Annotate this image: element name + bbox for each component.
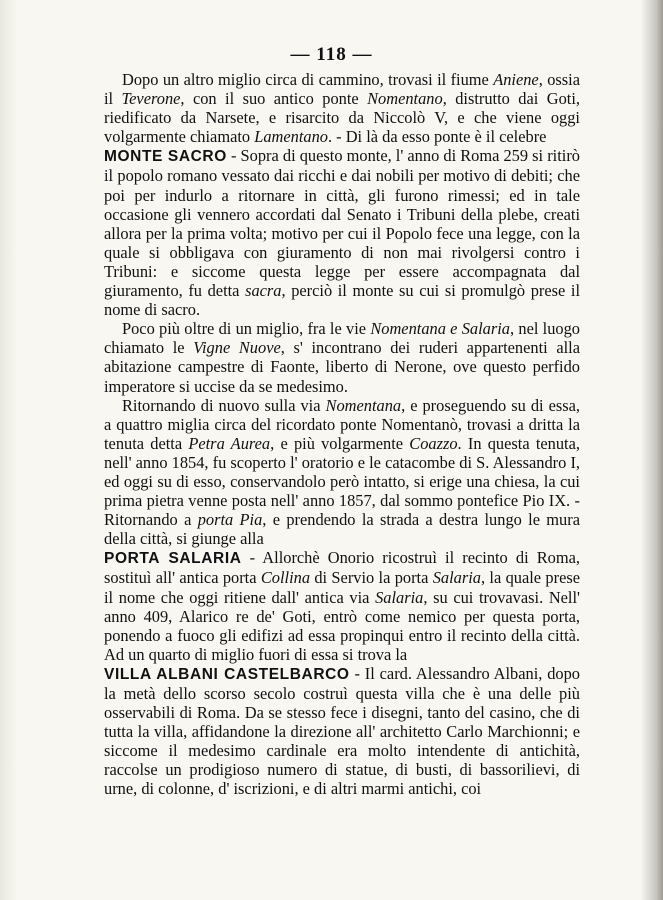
italic-term: Nomentana xyxy=(325,395,402,415)
text-run: Ritornando di nuovo sulla via xyxy=(122,395,326,415)
text-run: . - Di là da esso ponte è il celebre xyxy=(327,127,547,147)
text-run: , distrutto dai Goti, riedificato da Narsete, e risarcito da Niccolò V, e che viene oggi volgarmente chiamato xyxy=(104,89,580,147)
italic-term: porta Pia xyxy=(197,510,263,530)
italic-term: Vigne Nuove xyxy=(193,338,281,358)
italic-term: Collina xyxy=(260,568,311,588)
italic-term: Nomentano xyxy=(367,89,443,109)
section-heading: VILLA ALBANI CASTELBARCO xyxy=(104,665,350,683)
page-number: — 118 — xyxy=(290,44,373,65)
text-run: , e prendendo la strada a destra lungo le mura della città, si giunge alla xyxy=(104,510,580,549)
text-run: - Sopra di questo monte, l' anno di Roma 259 si ritirò il popolo romano vessato dai ricchi e dai nobili per motivo di debiti; che poi per indurlo a ritornare in città, gli furono rimessi; ed in tale occasione gli vennero accordati dal Senato i Tribuni della plebe, creati allora per la prima volta; motivo per cui il Popolo fece una legge, con la quale si obbligava con giuramento di non mai rivolgersi contro i Tribuni: e siccome questa legge per essere accompagnata dal giuramento, fu detta xyxy=(104,146,580,301)
text-run: , s' incontrano dei ruderi appartenenti alla abitazione campestre di Faonte, liberto di Nerone, ove questo perfido imperatore si uccise da se medesimo. xyxy=(104,338,580,396)
page-binding-shadow xyxy=(641,0,663,900)
text-run: - Il card. Alessandro Albani, dopo la metà dello scorso secolo costruì questa villa che è una delle più osservabili di Roma. Da se stesso fece i disegni, tanto del casino, che di tutta la villa, affidandone la direzione all' architetto Carlo Marchionni; e siccome il medesimo cardinale era molto intendente di antichità, raccolse un prodigioso numero di statue, di busti, di bassorilievi, di urne, di colonne, d' iscrizioni, e di altri marmi antichi, coi xyxy=(104,663,580,799)
italic-term: Petra Aurea xyxy=(188,433,271,453)
paragraph-p5 xyxy=(104,548,580,664)
text-run: , nel luogo chiamato le xyxy=(104,319,581,358)
text-run: di Servio la porta xyxy=(310,568,433,588)
paragraph-p2 xyxy=(104,146,580,319)
section-heading: MONTE SACRO xyxy=(104,148,227,166)
text-run: , ossia il xyxy=(104,70,580,109)
paragraph-p4 xyxy=(104,396,580,549)
italic-term: Salaria xyxy=(375,587,424,607)
text-run: Dopo un altro miglio circa di cammino, trovasi il fiume xyxy=(122,70,494,89)
text-run: , su cui trovavasi. Nell' anno 409, Alarico re de' Goti, entrò come nemico per questa porta, ponendo a fuoco gli edifizi ad essa propinqui entro il recinto della città. Ad un quarto di miglio fuori di essa si trova la xyxy=(104,587,580,664)
text-run: - Allorchè Onorio ricostruì il recinto di Roma, sostituì all' antica porta xyxy=(104,548,580,588)
paragraph-p1 xyxy=(104,70,580,146)
italic-term: Teverone xyxy=(121,89,181,109)
paragraph-p3 xyxy=(104,319,580,395)
italic-term: Coazzo xyxy=(409,433,458,453)
paragraph-p6 xyxy=(104,664,580,799)
italic-term: sacra xyxy=(245,281,282,301)
section-heading: PORTA SALARIA xyxy=(104,550,242,568)
text-run: . In questa tenuta, nell' anno 1854, fu scoperto l' oratorio e le catacombe di S. Alessandro I, ed oggi su di esso, conservandolo però intatto, si erige una chiesa, la cui prima pietra venne posta nell' anno 1857, dal sommo pontefice Pio IX. - Ritornando a xyxy=(104,433,580,530)
text-run: , con il suo antico ponte xyxy=(180,89,368,109)
text-run: , la quale prese il nome che oggi ritiene dall' antica via xyxy=(104,568,580,607)
italic-term: Lamentano xyxy=(254,127,328,147)
text-run: , e più volgarmente xyxy=(270,433,410,453)
italic-term: Salaria xyxy=(432,568,481,588)
text-run: Poco più oltre di un miglio, fra le vie xyxy=(122,319,371,339)
italic-term: Aniene xyxy=(493,70,539,89)
page-body-text xyxy=(104,70,580,799)
italic-term: Nomentana e Salaria xyxy=(370,319,510,339)
text-run: , e proseguendo su di essa, a quattro miglia circa del ricordato ponte Nomentanò, trovasi a dritta la tenuta detta xyxy=(104,395,580,453)
text-run: , perciò il monte su cui si promulgò prese il nome di sacro. xyxy=(104,281,580,320)
